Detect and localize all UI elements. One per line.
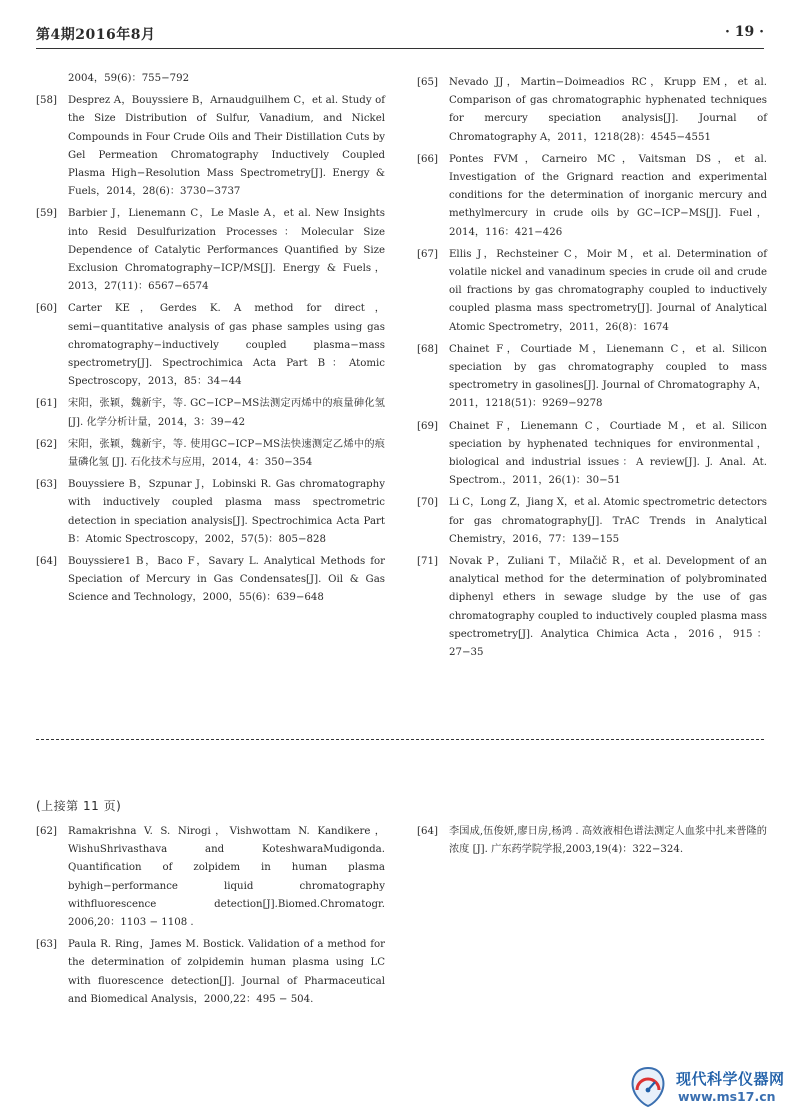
reference-text: 2004，59(6)：755−792 [68, 73, 190, 84]
reference-number: [65] [417, 77, 438, 88]
reference-number: [71] [417, 556, 438, 568]
reference-text: Ellis J，Rechsteiner C，Moir M，et al. Determination of volatile nickel and vanadinum species in crude oil and crude oil fractions by gas chromatography coupled to inductively coupled plasma mass spectrometry[J]. Journal of Analytical Atomic Spectrometry，2011，26(8)：1674 [449, 248, 767, 333]
reference-number: [66] [417, 153, 438, 165]
continued-from-label: (上接第 11 页) [36, 799, 122, 813]
reference-item [36, 300, 385, 391]
reference-text: 李国成,伍俊妍,廖日房,杨鸿 . 高效液相色谱法测定人血浆中扎来普隆的浓度 [J]. 广东药学院学报,2003,19(4)：322−324. [449, 826, 767, 856]
reference-number: [63] [36, 479, 57, 491]
reference-item [36, 395, 385, 431]
reference-text: Bouyssiere B，Szpunar J，Lobinski R. Gas chromatography with inductively coupled plasma mass spectrometric detection in speciation analysis[J]. Spectrochimica Acta Part B：Atomic Spectroscopy，2002，57(5)：805−828 [68, 479, 385, 545]
reference-text: Carter KE，Gerdes K. A method for direct，semi−quantitative analysis of gas phase samples using gas chromatography−inductively coupled plasma−mass spectrometry[J]. Spectrochimica Acta Part B：Atomic Spectroscopy，2013，85：34−44 [68, 303, 385, 388]
header-rule [36, 48, 764, 49]
reference-item [36, 823, 385, 932]
reference-item [417, 341, 767, 414]
reference-item [417, 74, 767, 147]
reference-text: 宋阳，张颖，魏新宇，等. GC−ICP−MS法测定丙烯中的痕量砷化氢 [J]. 化学分析计量，2014，3：39−42 [68, 398, 385, 428]
reference-number: [70] [417, 497, 438, 509]
reference-item [36, 70, 385, 88]
reference-item [417, 151, 767, 242]
reference-text: Ramakrishna V. S. Nirogi，Vishwottam N. Kandikere，WishuShrivasthava and KoteshwaraMudigonda. Quantification of zolpidem in human plasma byhigh−performance liquid chromatography withfluorescence detection[J].Biomed.Chromatogr. 2006,20：1103 − 1108 . [68, 826, 385, 929]
reference-list-bottom-right [417, 823, 767, 863]
reference-text: Pontes FVM，Carneiro MC，Vaitsman DS，et al. Investigation of the Grignard reaction and experimental conditions for the determination of inorganic mercury and methylmercury in crude oils by GC−ICP−MS[J]. Fuel，2014，116：421−426 [449, 153, 767, 238]
site-watermark [628, 1064, 796, 1110]
reference-text: Chainet F，Courtiade M，Lienemann C，et al. Silicon speciation by gas chromatography coupled to mass spectrometry in gasolines[J]. Journal of Chromatography A，2011，1218(51)：9269−9278 [449, 343, 767, 410]
reference-number: [69] [417, 420, 438, 432]
reference-number: [63] [36, 939, 57, 951]
reference-text: Li C，Long Z，Jiang X，et al. Atomic spectrometric detectors for gas chromatography[J]. TrAC Trends in Analytical Chemistry，2016，77：139−155 [449, 497, 767, 545]
reference-text: Bouyssiere1 B，Baco F，Savary L. Analytical Methods for Speciation of Mercury in Gas Condensates[J]. Oil & Gas Science and Technology，2000，55(6)：639−648 [68, 556, 385, 604]
reference-item [36, 476, 385, 549]
reference-number: [62] [36, 438, 57, 450]
reference-number: [67] [417, 248, 438, 260]
reference-number: [62] [36, 826, 57, 837]
reference-list-bottom-left [36, 823, 385, 1013]
reference-number: [64] [36, 556, 57, 568]
reference-text: 宋阳，张颖，魏新宇，等. 使用GC−ICP−MS法快速测定乙烯中的痕量磷化氢 [J]. 石化技术与应用，2014，4：350−354 [68, 438, 385, 469]
reference-item [417, 494, 767, 549]
reference-item [36, 553, 385, 608]
journal-issue-label: 第4期2016年8月 [36, 27, 156, 43]
reference-text: Barbier J，Lienemann C，Le Masle A，et al. New Insights into Resid Desulfurization Processes：Molecular Size Dependence of Catalytic Performances Quantified by Size Exclusion Chromatography−ICP/MS[J]. Energy & Fuels，2013，27(11)：6567−6574 [68, 208, 385, 293]
reference-text: Nevado JJ，Martin−Doimeadios RC，Krupp EM，et al. Comparison of gas chromatographic hyphenated techniques for mercury speciation analysis[J]. Journal of Chromatography A，2011，1218(28)：4545−4551 [449, 77, 767, 143]
reference-text: Novak P，Zuliani T，Milačič R，et al. Development of an analytical method for the determination of polybrominated diphenyl ethers in sewage sludge by the use of gas chromatography coupled to inductively coupled plasma mass spectrometry[J]. Analytica Chimica Acta，2016，915：27−35 [449, 556, 767, 659]
reference-item [36, 436, 385, 472]
reference-item [417, 823, 767, 859]
reference-number: [68] [417, 343, 438, 355]
page-number: · 19 · [725, 24, 764, 40]
section-divider [36, 739, 764, 740]
reference-text: Paula R. Ring，James M. Bostick. Validation of a method for the determination of zolpidemin human plasma using LC with fluorescence detection[J]. Journal of Pharmaceutical and Biomedical Analysis，2000,22：495 − 504. [68, 939, 385, 1005]
reference-number: [59] [36, 208, 57, 220]
reference-item [36, 205, 385, 296]
reference-number: [64] [417, 826, 438, 837]
reference-number: [58] [36, 95, 57, 107]
reference-item [417, 553, 767, 662]
reference-number: [60] [36, 303, 57, 315]
reference-text: Chainet F，Lienemann C，Courtiade M，et al. Silicon speciation by hyphenated techniques for environmental，biological and industrial issues：A review[J]. J. Anal. At. Spectrom.，2011，26(1)：30−51 [449, 420, 767, 487]
reference-number: [61] [36, 398, 57, 410]
reference-item [36, 936, 385, 1009]
reference-item [36, 92, 385, 201]
page-header [36, 24, 764, 46]
reference-list-top-right [417, 74, 767, 666]
reference-item [417, 246, 767, 337]
reference-item [417, 418, 767, 491]
watermark-url: www.ms17.cn [678, 1089, 776, 1104]
gauge-logo-icon [628, 1064, 668, 1108]
reference-list-top-left [36, 70, 385, 612]
watermark-site-name: 现代科学仪器网 [676, 1070, 785, 1088]
reference-text: Desprez A，Bouyssiere B，Arnaudguilhem C，et al. Study of the Size Distribution of Sulfur, Vanadium, and Nickel Compounds in Four Crude Oils and Their Distillation Cuts by Gel Permeation Chromatography Inductively Coupled Plasma High−Resolution Mass Spectrometry[J]. Energy & Fuels，2014，28(6)：3730−3737 [68, 95, 385, 198]
